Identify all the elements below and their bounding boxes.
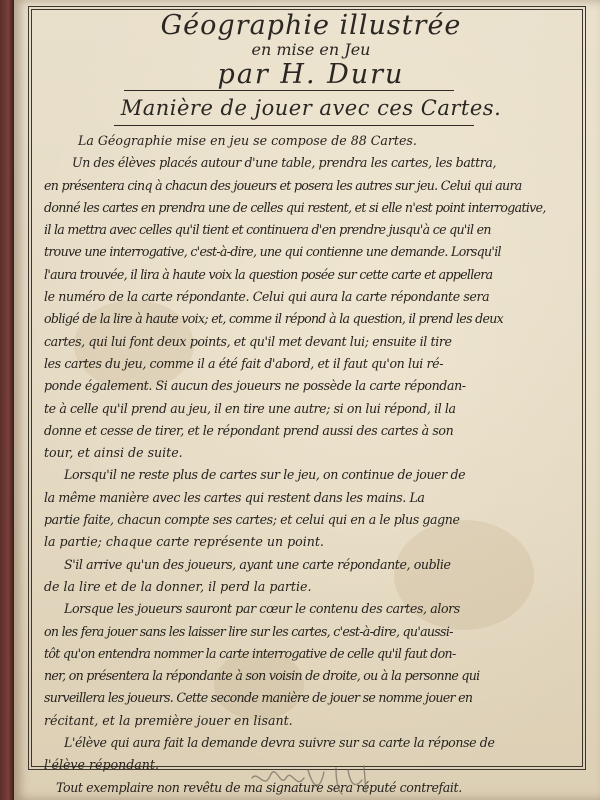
page-header [38,10,584,90]
text-line: surveillera les joueurs. Cette seconde manière de jouer se nomme jouer en [44,690,473,706]
section-title: Manière de jouer avec ces Cartes. [120,96,502,120]
page-title: Géographie illustrée [160,10,462,41]
text-line: Un des élèves placés autour d'une table, prendra les cartes, les battra, [72,155,497,171]
text-line: en présentera cinq à chacun des joueurs et posera les autres sur jeu. Celui qui aura [44,177,522,193]
section-underline [114,125,474,126]
text-line: tôt qu'on entendra nommer la carte interrogative de celle qu'il faut don- [44,645,456,661]
text-line: donne et cesse de tirer, et le répondant prend aussi des cartes à son [44,422,454,438]
text-line: trouve une interrogative, c'est-à-dire, une qui contienne une demande. Lorsqu'il [44,244,501,260]
text-line: donné les cartes en prendra une de celles qui restent, et si elle n'est point interrogative, [44,199,546,215]
text-line: tour, et ainsi de suite. [44,445,183,461]
text-line: ponde également. Si aucun des joueurs ne possède la carte répondan- [44,378,466,394]
divider-rule [124,90,454,91]
text-line: partie faite, chacun compte ses cartes; et celui qui en a le plus gagne [44,512,460,528]
rules-text [44,130,572,799]
text-line: obligé de la lire à haute voix; et, comme il répond à la question, il prend les deux [44,311,504,327]
book-binding-edge [0,0,14,800]
text-line: l'élève répondant. [44,757,159,773]
text-line: on les fera jouer sans les laisser lire sur les cartes, c'est-à-dire, qu'aussi- [44,623,453,639]
handwritten-signature [244,760,384,800]
page-subtitle: en mise en Jeu [251,40,371,59]
text-line: cartes, qui lui font deux points, et qu'il met devant lui; ensuite il tire [44,333,452,349]
text-line: la même manière avec les cartes qui restent dans les mains. La [44,489,425,505]
text-line: te à celle qu'il prend au jeu, il en tire une autre; si on lui répond, il la [44,400,456,416]
text-line: L'élève qui aura fait la demande devra suivre sur sa carte la réponse de [64,735,495,751]
text-line: la partie; chaque carte représente un point. [44,534,324,550]
text-line: Lorsqu'il ne reste plus de cartes sur le jeu, on continue de jouer de [64,467,466,483]
text-line: il la mettra avec celles qu'il tient et continuera d'en prendre jusqu'à ce qu'il en [44,222,491,238]
text-line: le numéro de la carte répondante. Celui qui aura la carte répondante sera [44,289,490,305]
text-line: La Géographie mise en jeu se compose de 88 Cartes. [78,133,417,148]
book-page [14,0,600,800]
text-line: les cartes du jeu, comme il a été fait d'abord, et il faut qu'on lui ré- [44,355,444,371]
text-line: Tout exemplaire non revêtu de ma signature sera réputé contrefait. [56,779,462,795]
text-line: récitant, et la première jouer en lisant. [44,712,293,728]
author-line: par H. Duru [217,59,405,90]
text-line: ner, on présentera la répondante à son voisin de droite, ou à la personne qui [44,668,480,684]
text-line: l'aura trouvée, il lira à haute voix la question posée sur cette carte et appellera [44,266,493,282]
text-line: de la lire et de la donner, il perd la partie. [44,578,312,594]
text-line: Lorsque les joueurs sauront par cœur le contenu des cartes, alors [64,601,460,617]
text-line: S'il arrive qu'un des joueurs, ayant une carte répondante, oublie [64,556,451,572]
